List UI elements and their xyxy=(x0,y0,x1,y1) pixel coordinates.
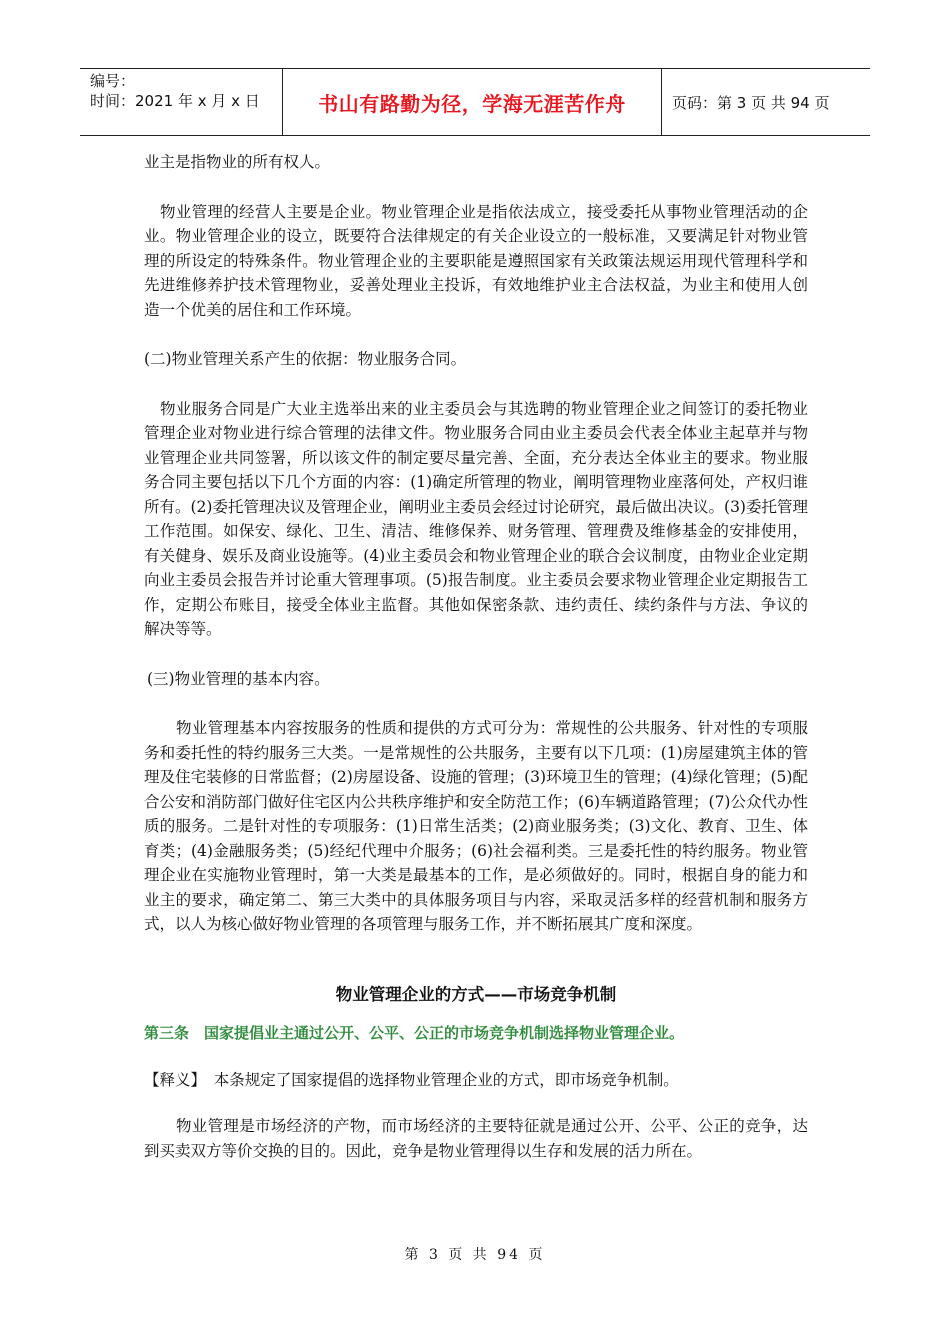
document-number-label: 编号： xyxy=(90,72,136,90)
header-motto: 书山有路勤为径，学海无涯苦作舟 xyxy=(283,69,662,135)
page-header xyxy=(80,68,870,136)
paragraph-market-economy: 物业管理是市场经济的产物，而市场经济的主要特征就是通过公开、公平、公正的竞争，达到买卖双方等价交换的目的。因此，竞争是物业管理得以生存和发展的活力所在。 xyxy=(144,1117,808,1160)
document-body xyxy=(144,150,808,1163)
page-footer: 第 3 页 共 94 页 xyxy=(404,1247,546,1263)
subheading-basis: (二)物业管理关系产生的依据：物业服务合同。 xyxy=(144,350,467,368)
article-three: 第三条 国家提倡业主通过公开、公平、公正的市场竞争机制选择物业管理企业。 xyxy=(144,1024,685,1042)
paragraph-service-contract: 物业服务合同是广大业主选举出来的业主委员会与其选聘的物业管理企业之间签订的委托物业管理企业对物业进行综合管理的法律文件。物业服务合同由业主委员会代表全体业主起草并与物业管理企业共同签署，所以该文件的制定要尽量完善、全面，充分表达全体业主的要求。物业服务合同主要包括以下几个方面的内容：(1)确定所管理的物业，阐明管理物业座落何处，产权归谁所有。(2)委托管理决议及管理企业，阐明业主委员会经过讨论研究，最后做出决议。(3)委托管理工作范围。如保安、绿化、卫生、清洁、维修保养、财务管理、管理费及维修基金的安排使用，有关健身、娱乐及商业设施等。(4)业主委员会和物业管理企业的联合会议制度，由物业企业定期向业主委员会报告并讨论重大管理事项。(5)报告制度。业主委员会要求物业管理企业定期报告工作，定期公布账目，接受全体业主监督。其他如保密条款、违约责任、续约条件与方法、争议的解决等等。 xyxy=(144,399,808,638)
section-title: 物业管理企业的方式——市场竞争机制 xyxy=(335,984,617,1004)
header-meta xyxy=(80,69,283,135)
subheading-basic-content: (三)物业管理的基本内容。 xyxy=(147,669,330,688)
paragraph-interpretation: 【释义】 本条规定了国家提倡的选择物业管理企业的方式，即市场竞争机制。 xyxy=(144,1070,679,1089)
document-date-label: 时间：2021 年 x 月 x 日 xyxy=(90,92,260,110)
paragraph-basic-content: 物业管理基本内容按服务的性质和提供的方式可分为：常规性的公共服务、针对性的专项服务和委托性的特约服务三大类。一是常规性的公共服务，主要有以下几项：(1)房屋建筑主体的管理及住宅装修的日常监督；(2)房屋设备、设施的管理；(3)环境卫生的管理；(4)绿化管理；(5)配合公安和消防部门做好住宅区内公共秩序维护和安全防范工作；(6)车辆道路管理；(7)公众代办性质的服务。二是针对性的专项服务：(1)日常生活类；(2)商业服务类；(3)文化、教育、卫生、体育类；(4)金融服务类；(5)经纪代理中介服务；(6)社会福利类。三是委托性的特约服务。物业管理企业在实施物业管理时，第一大类是最基本的工作，是必须做好的。同时，根据自身的能力和业主的要求，确定第二、第三大类中的具体服务项目与内容，采取灵活多样的经营机制和服务方式，以人为核心做好物业管理的各项管理与服务工作，并不断拓展其广度和深度。 xyxy=(144,719,808,933)
header-page-number: 页码：第 3 页 共 94 页 xyxy=(672,93,830,112)
paragraph-operator: 物业管理的经营人主要是企业。物业管理企业是指依法成立，接受委托从事物业管理活动的企业。物业管理企业的设立，既要符合法律规定的有关企业设立的一般标准，又要满足针对物业管理的所设定的特殊条件。物业管理企业的主要职能是遵照国家有关政策法规运用现代管理科学和先进维修养护技术管理物业，妥善处理业主投诉，有效地维护业主合法权益，为业主和使用人创造一个优美的居住和工作环境。 xyxy=(144,202,808,319)
paragraph-owner-definition: 业主是指物业的所有权人。 xyxy=(144,153,331,171)
